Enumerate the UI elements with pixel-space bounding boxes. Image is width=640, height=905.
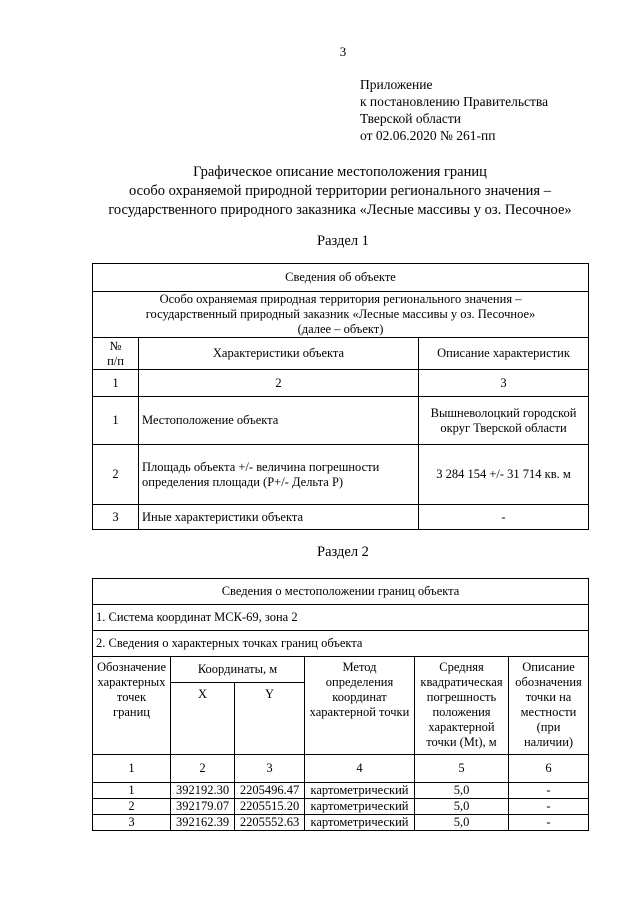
- value-line: округ Тверской области: [440, 420, 567, 435]
- header-line: Средняя: [439, 660, 484, 674]
- header-line: положения: [432, 705, 491, 719]
- table-header: Сведения о местоположении границ объекта: [93, 579, 589, 605]
- col-header-x: X: [171, 683, 235, 755]
- title-line: особо охраняемой природной территории регионального значения –: [129, 183, 551, 199]
- object-description: [93, 292, 589, 338]
- point-description: -: [509, 815, 589, 831]
- appendix-line: к постановлению Правительства: [360, 94, 549, 109]
- coordinate-system: 1. Система координат МСК-69, зона 2: [93, 605, 589, 631]
- coord-y: 2205552.63: [235, 815, 305, 831]
- coord-x: 392179.07: [171, 799, 235, 815]
- value-line: Вышневолоцкий городской: [430, 405, 577, 420]
- coord-y: 2205496.47: [235, 783, 305, 799]
- point-id: 1: [93, 783, 171, 799]
- characteristic-line: определения площади (P+/- Дельта P): [142, 474, 344, 489]
- col-header-designation: [93, 657, 171, 755]
- col-header-description: Описание характеристик: [419, 338, 589, 370]
- title-line: государственного природного заказника «Лесные массивы у оз. Песочное»: [108, 202, 572, 218]
- header-line: обозначения: [515, 675, 582, 689]
- col-header-characteristics: Характеристики объекта: [139, 338, 419, 370]
- boundary-points-table: [92, 578, 589, 831]
- table-row: [93, 505, 589, 530]
- header-line: местности: [520, 705, 577, 719]
- accuracy: 5,0: [415, 815, 509, 831]
- col-header-accuracy: [415, 657, 509, 755]
- coord-y: 2205515.20: [235, 799, 305, 815]
- row-number: 3: [93, 505, 139, 530]
- document-title: [40, 163, 640, 220]
- col-header-coordinates: Координаты, м: [171, 657, 305, 683]
- col-number: 5: [415, 755, 509, 783]
- col-number: 2: [139, 370, 419, 397]
- col-header-point-description: [509, 657, 589, 755]
- row-number: 1: [93, 397, 139, 445]
- title-line: Графическое описание местоположения границ: [193, 164, 487, 180]
- characteristic-value: [419, 397, 589, 445]
- col-header-num: [93, 338, 139, 370]
- section2-heading: Раздел 2: [317, 544, 369, 560]
- col-number: 1: [93, 370, 139, 397]
- object-description-line: государственный природный заказник «Лесные массивы у оз. Песочное»: [145, 307, 536, 321]
- coord-x: 392162.39: [171, 815, 235, 831]
- point-description: -: [509, 799, 589, 815]
- header-line: Метод: [342, 660, 377, 674]
- header-line: наличии): [523, 735, 574, 749]
- object-description-line: (далее – объект): [297, 322, 384, 336]
- header-line: п/п: [107, 353, 124, 368]
- appendix-line: от 02.06.2020 № 261-пп: [360, 128, 496, 143]
- header-line: точек: [116, 690, 147, 704]
- col-number: 3: [235, 755, 305, 783]
- header-line: определения: [325, 675, 394, 689]
- col-number: 1: [93, 755, 171, 783]
- coord-x: 392192.30: [171, 783, 235, 799]
- header-line: характерной точки: [309, 705, 410, 719]
- table-row: [93, 783, 589, 799]
- col-number: 6: [509, 755, 589, 783]
- accuracy: 5,0: [415, 799, 509, 815]
- section1-heading: Раздел 1: [317, 233, 369, 249]
- characteristic: Местоположение объекта: [139, 397, 419, 445]
- header-line: №: [109, 338, 122, 353]
- table-row: [93, 815, 589, 831]
- table-row: [93, 799, 589, 815]
- characteristic: Иные характеристики объекта: [139, 505, 419, 530]
- header-line: Описание: [522, 660, 575, 674]
- method: картометрический: [305, 815, 415, 831]
- header-line: характерных: [97, 675, 166, 689]
- page-number: 3: [339, 44, 347, 59]
- header-line: Обозначение: [96, 660, 167, 674]
- point-description: -: [509, 783, 589, 799]
- table-row: [93, 397, 589, 445]
- table-header: Сведения об объекте: [93, 264, 589, 292]
- header-line: (при: [536, 720, 561, 734]
- row-number: 2: [93, 445, 139, 505]
- object-info-table: [92, 263, 589, 530]
- characteristic-value: 3 284 154 +/- 31 714 кв. м: [419, 445, 589, 505]
- col-header-method: [305, 657, 415, 755]
- method: картометрический: [305, 783, 415, 799]
- header-line: погрешность: [426, 690, 497, 704]
- col-number: 3: [419, 370, 589, 397]
- header-line: границ: [113, 705, 150, 719]
- header-line: характерной: [428, 720, 495, 734]
- header-line: квадратическая: [420, 675, 503, 689]
- header-line: точки на: [525, 690, 572, 704]
- point-id: 3: [93, 815, 171, 831]
- col-number: 4: [305, 755, 415, 783]
- method: картометрический: [305, 799, 415, 815]
- appendix-line: Тверской области: [360, 111, 461, 126]
- points-header: 2. Сведения о характерных точках границ объекта: [93, 631, 589, 657]
- appendix-line: Приложение: [360, 77, 433, 92]
- characteristic-line: Площадь объекта +/- величина погрешности: [142, 459, 380, 474]
- characteristic: [139, 445, 419, 505]
- appendix-note: [360, 76, 548, 144]
- table-row: [93, 445, 589, 505]
- col-header-y: Y: [235, 683, 305, 755]
- header-line: координат: [332, 690, 387, 704]
- header-line: точки (Mt), м: [426, 735, 497, 749]
- col-number: 2: [171, 755, 235, 783]
- characteristic-value: -: [419, 505, 589, 530]
- object-description-line: Особо охраняемая природная территория регионального значения –: [159, 292, 522, 306]
- point-id: 2: [93, 799, 171, 815]
- accuracy: 5,0: [415, 783, 509, 799]
